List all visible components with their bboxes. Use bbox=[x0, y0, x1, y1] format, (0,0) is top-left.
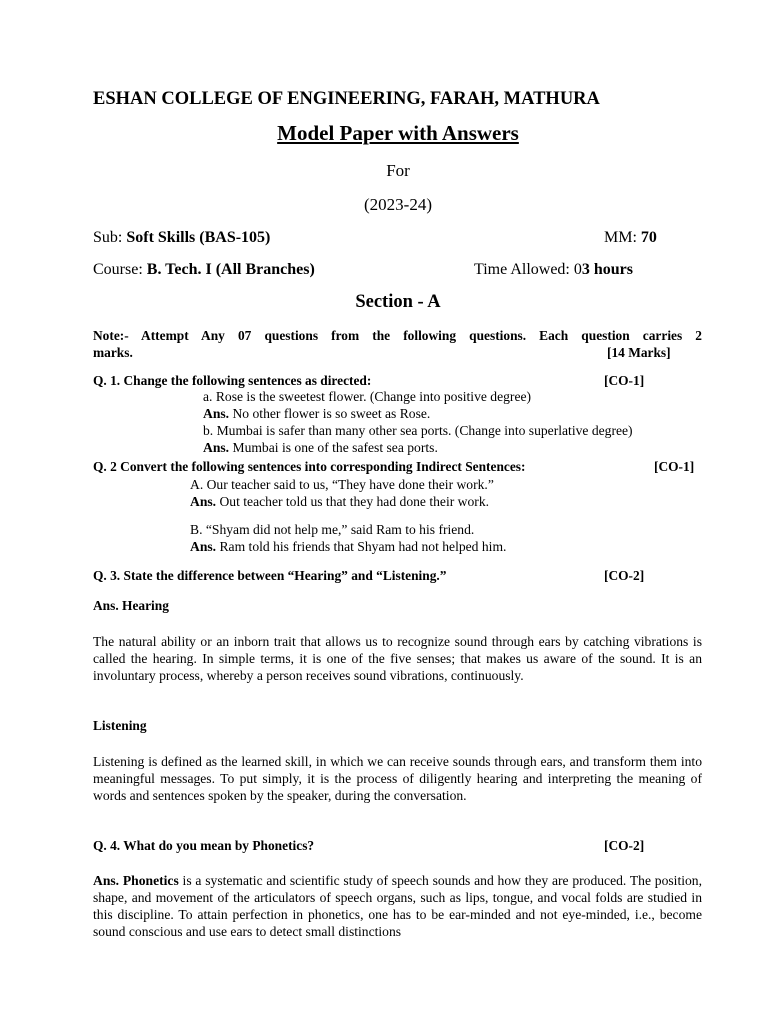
answer-text: No other flower is so sweet as Rose. bbox=[229, 406, 431, 421]
subject-value: Soft Skills (BAS-105) bbox=[126, 229, 271, 246]
subject-line bbox=[93, 229, 270, 247]
time-value: 3 hours bbox=[581, 261, 633, 278]
mm-label: MM: bbox=[604, 229, 641, 246]
course-line bbox=[93, 261, 315, 279]
answer-label: Ans. bbox=[190, 494, 217, 509]
q2-part-b: B. “Shyam did not help me,” said Ram to his friend. bbox=[190, 522, 475, 537]
q4-question: Q. 4. What do you mean by Phonetics? bbox=[93, 838, 315, 853]
mm-value: 70 bbox=[640, 229, 657, 246]
session-year: (2023-24) bbox=[364, 195, 432, 214]
note-line-2: marks. bbox=[93, 345, 133, 360]
time-label: Time Allowed: 0 bbox=[474, 261, 582, 278]
page-title: Model Paper with Answers bbox=[277, 121, 519, 145]
q1-part-b: b. Mumbai is safer than many other sea ports. (Change into superlative degree) bbox=[203, 423, 633, 438]
answer-text: Out teacher told us that they had done their work. bbox=[216, 494, 490, 509]
note-marks: [14 Marks] bbox=[607, 345, 671, 360]
answer-text: is a systematic and scientific study of speech sounds and how they are produced. The position, shape, and movement of the articulators of speech organs, such as lips, tongue, and vocal folds are studied in this discipline. To attain perfection in phonetics, one has to be ear-minded and not eye-minded, i.e., become sound conscious and use ears to detect small distinctions bbox=[93, 873, 702, 939]
college-name: ESHAN COLLEGE OF ENGINEERING, FARAH, MATHURA bbox=[93, 89, 600, 109]
for-label: For bbox=[386, 161, 410, 180]
time-allowed bbox=[474, 261, 633, 279]
q2-co: [CO-1] bbox=[654, 459, 695, 474]
q2-part-a: A. Our teacher said to us, “They have done their work.” bbox=[190, 477, 494, 492]
answer-label: Ans. bbox=[203, 406, 230, 421]
q2-question: Q. 2 Convert the following sentences into corresponding Indirect Sentences: bbox=[93, 459, 526, 474]
q2-answer-a bbox=[190, 494, 489, 510]
q4-co: [CO-2] bbox=[604, 838, 645, 853]
q3-answer-heading: Ans. Hearing bbox=[93, 598, 169, 613]
q3-question: Q. 3. State the difference between “Hearing” and “Listening.” bbox=[93, 568, 447, 583]
answer-label: Ans. Phonetics bbox=[93, 873, 179, 888]
listening-paragraph: Listening is defined as the learned skill, in which we can receive sounds through ears, and transform them into meaningful messages. To put simply, it is the process of diligently hearing and interpreting the meaning of words and sentences spoken by the speaker, during the conversation. bbox=[93, 754, 702, 803]
answer-text: Ram told his friends that Shyam had not helped him. bbox=[216, 539, 507, 554]
hearing-paragraph: The natural ability or an inborn trait that allows us to recognize sound through ears by catching vibrations is called the hearing. In simple terms, it is one of the five senses; that makes us aware of the sound. It is an involuntary process, whereby a person receives sound vibrations, continuously. bbox=[93, 634, 702, 683]
q1-question: Q. 1. Change the following sentences as directed: bbox=[93, 373, 372, 388]
section-heading: Section - A bbox=[355, 292, 441, 312]
q3-co: [CO-2] bbox=[604, 568, 645, 583]
answer-text: Mumbai is one of the safest sea ports. bbox=[229, 440, 438, 455]
note-line-1: Note:- Attempt Any 07 questions from the following questions. Each question carries 2 bbox=[93, 328, 702, 343]
phonetics-paragraph bbox=[93, 872, 702, 940]
subject-label: Sub: bbox=[93, 229, 127, 246]
listening-heading: Listening bbox=[93, 718, 147, 733]
course-label: Course: bbox=[93, 261, 147, 278]
q1-co: [CO-1] bbox=[604, 373, 645, 388]
max-marks bbox=[604, 229, 657, 247]
q1-answer-a bbox=[203, 406, 430, 422]
q1-part-a: a. Rose is the sweetest flower. (Change into positive degree) bbox=[203, 389, 532, 404]
q2-answer-b bbox=[190, 539, 506, 555]
answer-label: Ans. bbox=[203, 440, 230, 455]
course-value: B. Tech. I (All Branches) bbox=[146, 261, 315, 278]
q1-answer-b bbox=[203, 440, 438, 456]
answer-label: Ans. bbox=[190, 539, 217, 554]
